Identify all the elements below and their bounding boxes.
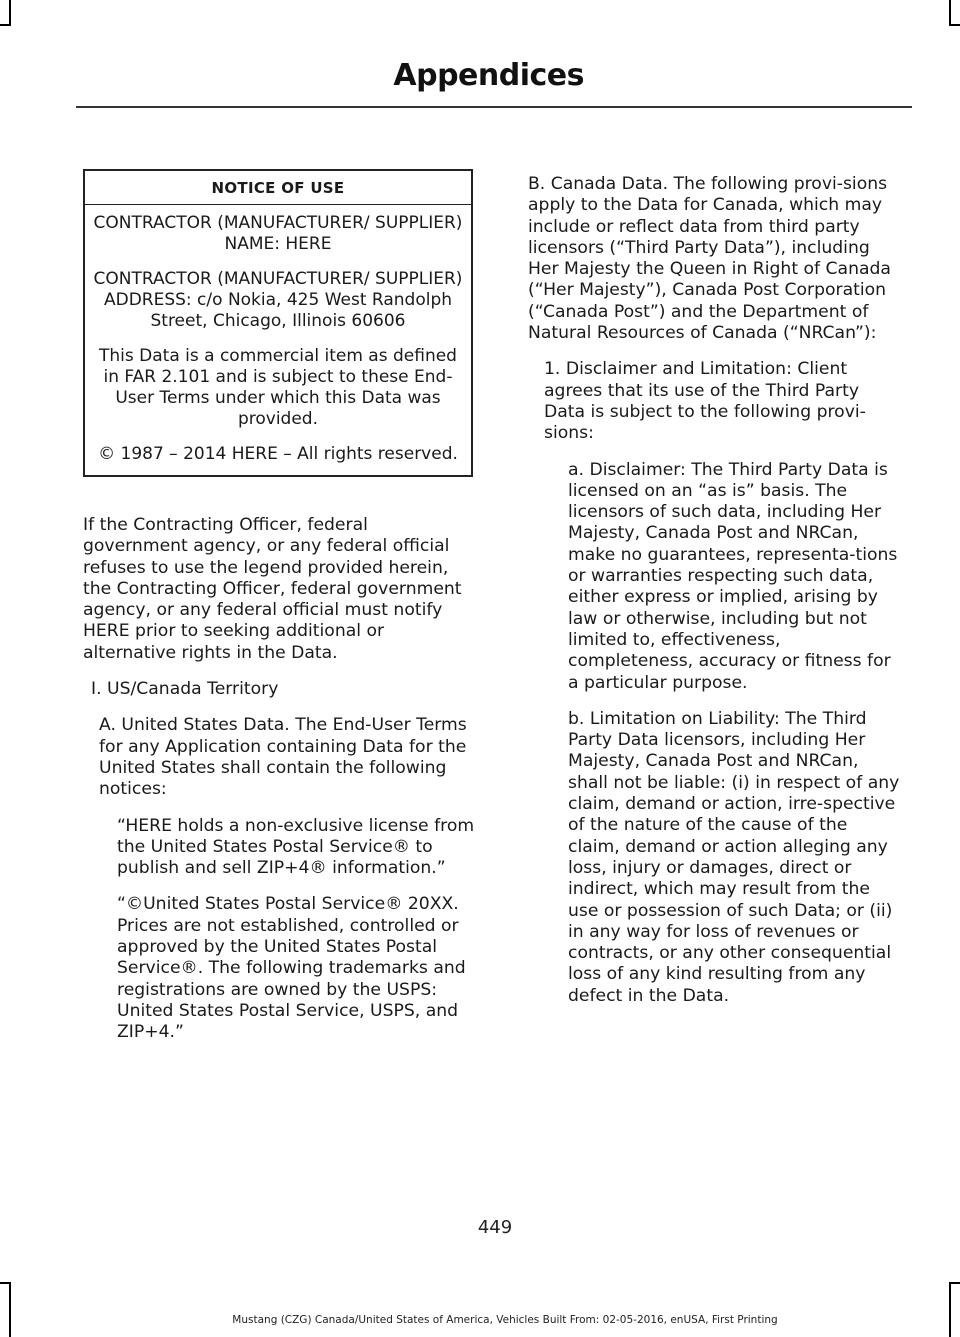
- notice-of-use-box: [83, 169, 473, 477]
- notice-contractor-address: CONTRACTOR (MANUFACTURER/ SUPPLIER) ADDRESS: c/o Nokia, 425 West Randolph Street, Chicago, Illinois 60606: [93, 269, 463, 331]
- notice-copyright: © 1987 – 2014 HERE – All rights reserved.: [98, 444, 458, 464]
- contracting-officer-paragraph: If the Contracting Officer, federal government agency, or any federal official refuses to use the legend provided herein, the Contracting Officer, federal government agency, or any federal official must notify HERE prior to seeking additional or alternative rights in the Data.: [83, 515, 462, 663]
- liability-paragraph: b. Limitation on Liability: The Third Party Data licensors, including Her Majesty, Canada Post and NRCan, shall not be liable: (i) in respect of any claim, demand or action, irre-spective of the nature of the cause of the claim, demand or action alleging any loss, injury or damages, direct or indirect, which may result from the use or possession of such Data; or (ii) in any way for loss of revenues or contracts, or any other consequential loss of any kind resulting from any defect in the Data.: [568, 708, 900, 1006]
- zip4-notice-paragraph: “HERE holds a non-exclusive license from the United States Postal Service® to publish and sell ZIP+4® information.”: [117, 815, 475, 879]
- us-data-paragraph: A. United States Data. The End-User Terms for any Application containing Data for the United States shall contain the following notices:: [99, 715, 467, 800]
- edition-footer: Mustang (CZG) Canada/United States of America, Vehicles Built From: 02-05-2016, enUSA, First Printing: [232, 1314, 778, 1326]
- section-title: Appendices: [393, 58, 584, 93]
- canada-data-paragraph: B. Canada Data. The following provi-sions apply to the Data for Canada, which may include or reflect data from third party licensors (“Third Party Data”), including Her Majesty the Queen in Right of Canada (“Her Majesty”), Canada Post Corporation (“Canada Post”) and the Department of Natural Resources of Canada (“NRCan”):: [528, 174, 891, 344]
- territory-heading: I. US/Canada Territory: [91, 679, 279, 700]
- disclaimer-limitation-paragraph: 1. Disclaimer and Limitation: Client agrees that its use of the Third Party Data is subject to the following provi-sions:: [544, 359, 866, 444]
- crop-mark-bottom-right-h: [949, 1282, 960, 1284]
- right-column: [528, 174, 900, 1022]
- header-rule: [76, 106, 912, 108]
- crop-mark-bottom-left-v: [9, 1282, 11, 1337]
- disclaimer-paragraph: a. Disclaimer: The Third Party Data is licensed on an “as is” basis. The licensors of such data, including Her Majesty, Canada Post and NRCan, make no guarantees, representa-tions or warranties respecting such data, either express or implied, arising by law or otherwise, including but not limited to, effectiveness, completeness, accuracy or fitness for a particular purpose.: [568, 459, 898, 693]
- notice-heading: NOTICE OF USE: [85, 171, 471, 205]
- page-number: 449: [477, 1217, 513, 1238]
- notice-commercial-item: This Data is a commercial item as defined in FAR 2.101 and is subject to these End-User Terms under which this Data was provided.: [99, 346, 457, 429]
- crop-mark-bottom-right-v: [949, 1282, 951, 1337]
- usps-notice-paragraph: “©United States Postal Service® 20XX. Prices are not established, controlled or approved by the United States Postal Service®. The following trademarks and registrations are owned by the USPS: United States Postal Service, USPS, and ZIP+4.”: [117, 894, 466, 1043]
- crop-mark-top-right-h: [949, 24, 960, 26]
- crop-mark-top-left-h: [0, 24, 11, 26]
- crop-mark-top-left-v: [9, 0, 11, 26]
- left-column: [83, 515, 478, 1059]
- crop-mark-top-right-v: [949, 0, 951, 26]
- notice-contractor-name: CONTRACTOR (MANUFACTURER/ SUPPLIER) NAME: HERE: [93, 213, 463, 254]
- notice-body: [85, 205, 471, 475]
- crop-mark-bottom-left-h: [0, 1282, 11, 1284]
